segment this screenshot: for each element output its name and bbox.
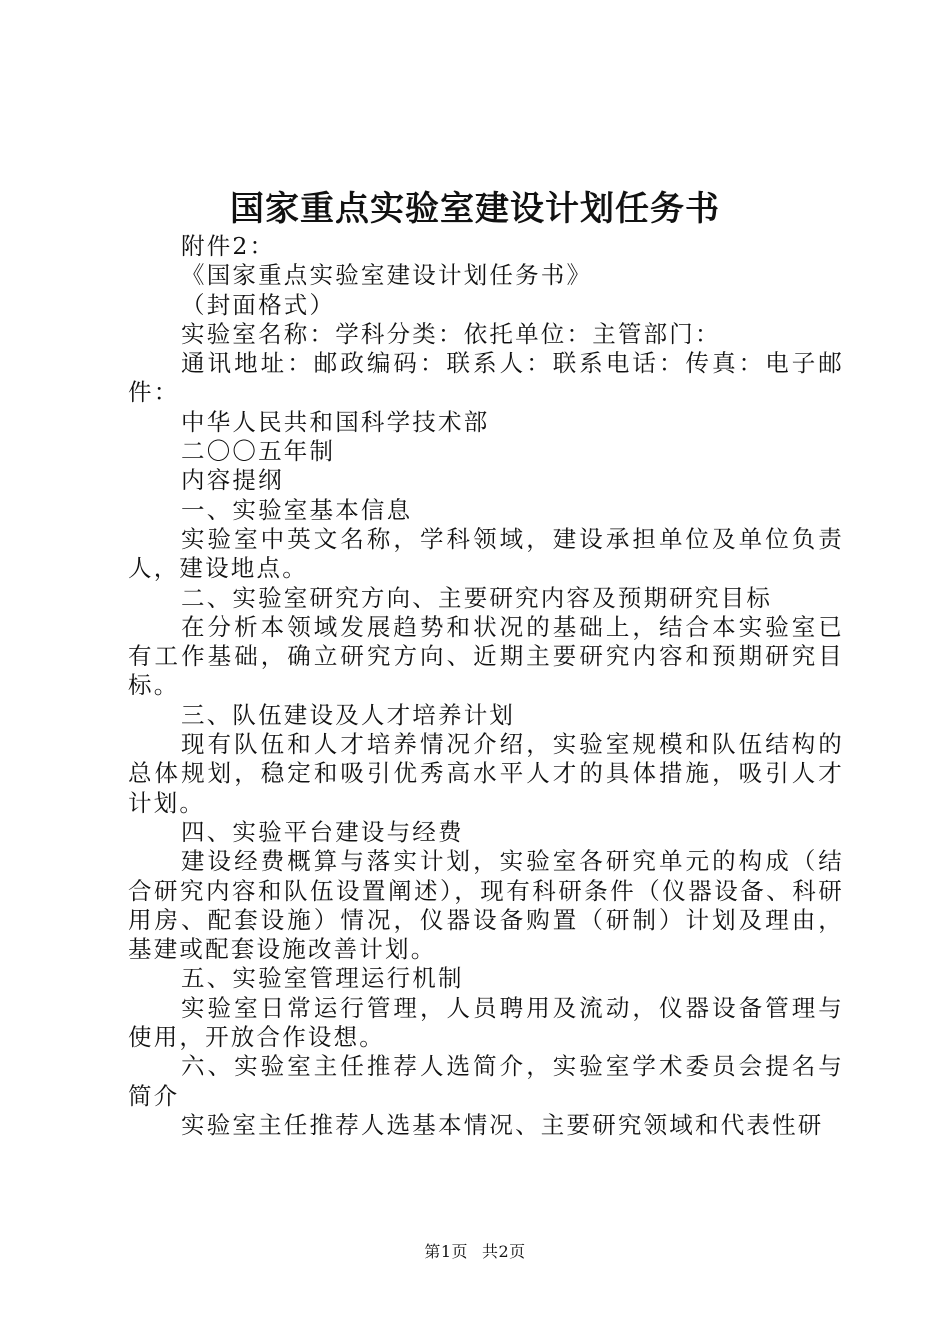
- section-heading: 四、实验平台建设与经费: [181, 817, 464, 846]
- section-heading: 五、实验室管理运行机制: [181, 964, 464, 993]
- paragraph: 建设经费概算与落实计划，实验室各研究单元的构成（结合研究内容和队伍设置阐述），现有科研条件（仪器设备、科研用房、配套设施）情况，仪器设备购置（研制）计划及理由，基建或配套设施改善计划。: [128, 847, 844, 964]
- page-number: 第1页: [424, 1242, 468, 1261]
- paragraph: 二〇〇五年制: [181, 437, 336, 466]
- page-total: 共2页: [482, 1242, 526, 1261]
- section-heading: 三、队伍建设及人才培养计划: [181, 700, 516, 729]
- paragraph: 现有队伍和人才培养情况介绍，实验室规模和队伍结构的总体规划，稳定和吸引优秀高水平人才的具体措施，吸引人才计划。: [128, 730, 844, 817]
- section-heading: 二、实验室研究方向、主要研究内容及预期研究目标: [181, 583, 773, 612]
- paragraph: 通讯地址：邮政编码：联系人：联系电话：传真：电子邮件：: [128, 349, 844, 407]
- section-heading: 一、实验室基本信息: [181, 495, 413, 524]
- paragraph: 《国家重点实验室建设计划任务书》: [181, 261, 593, 290]
- document-title: 国家重点实验室建设计划任务书: [230, 189, 720, 229]
- paragraph: 实验室主任推荐人选基本情况、主要研究领域和代表性研: [181, 1110, 824, 1139]
- paragraph: 在分析本领域发展趋势和状况的基础上，结合本实验室已有工作基础，确立研究方向、近期主要研究内容和预期研究目标。: [128, 612, 844, 700]
- page-footer: [0, 1240, 950, 1264]
- paragraph: 实验室中英文名称，学科领域，建设承担单位及单位负责人，建设地点。: [128, 524, 844, 583]
- paragraph: 中华人民共和国科学技术部: [181, 407, 490, 436]
- paragraph: （封面格式）: [181, 290, 336, 319]
- document-body: [128, 232, 844, 1140]
- section-heading: 六、实验室主任推荐人选简介，实验室学术委员会提名与简介: [128, 1052, 844, 1110]
- paragraph: 附件2：: [181, 232, 276, 260]
- paragraph: 实验室日常运行管理，人员聘用及流动，仪器设备管理与使用，开放合作设想。: [128, 993, 844, 1052]
- paragraph: 内容提纲: [181, 466, 284, 495]
- paragraph: 实验室名称：学科分类：依托单位：主管部门：: [181, 319, 721, 348]
